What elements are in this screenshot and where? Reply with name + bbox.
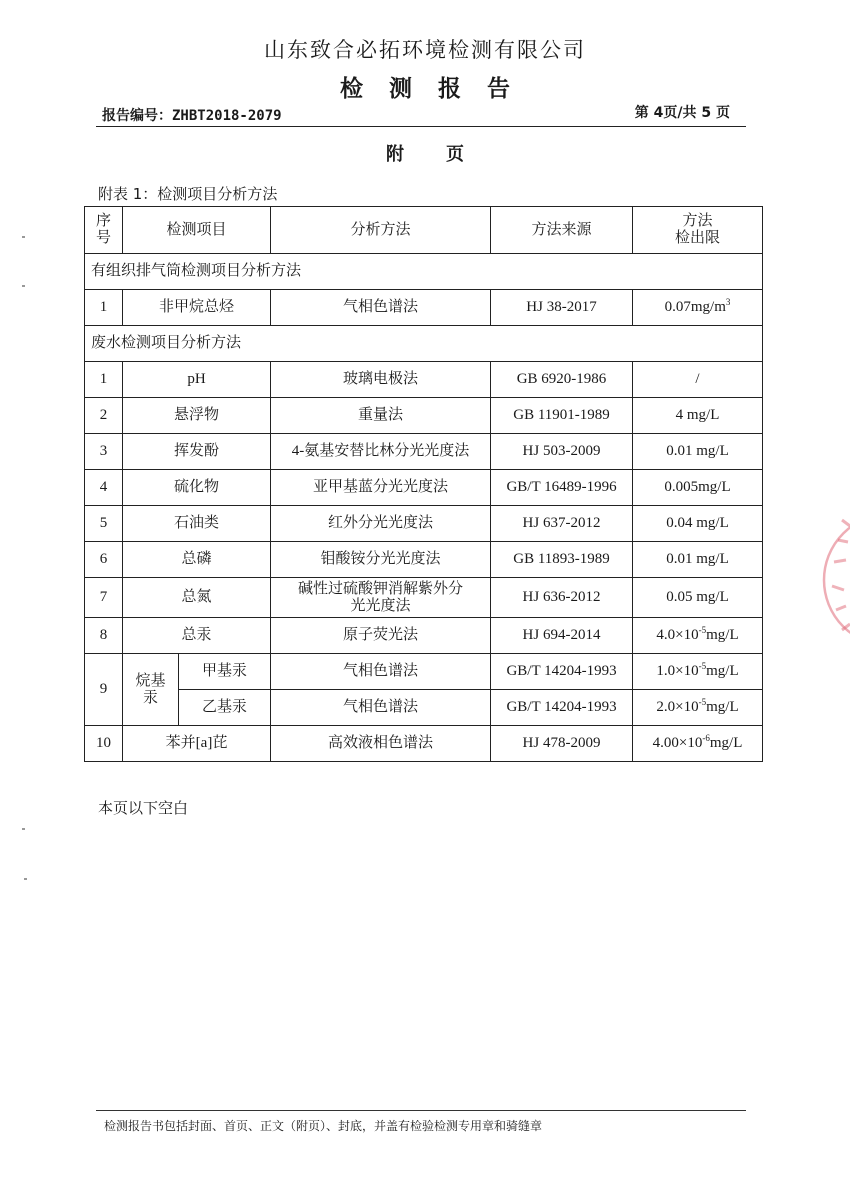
row-method: 原子荧光法 xyxy=(271,618,491,654)
scan-speck xyxy=(22,285,25,287)
analysis-methods-table xyxy=(84,206,763,762)
limit-base: 0.07mg/m xyxy=(664,299,726,315)
scan-speck xyxy=(22,828,25,830)
row-no: 8 xyxy=(85,618,123,654)
table-row xyxy=(85,470,763,506)
report-number: 报告编号：ZHBT2018-2079 xyxy=(102,108,282,124)
header-seq-line: 号 xyxy=(95,230,111,246)
row-method: 气相色谱法 xyxy=(271,290,491,326)
row-limit xyxy=(633,506,763,542)
report-title-char: 检 xyxy=(340,76,363,102)
row-item: pH xyxy=(123,362,271,398)
row-method xyxy=(271,578,491,618)
table-row xyxy=(85,362,763,398)
footer-note: 检测报告书包括封面、首页、正文（附页）、封底，并盖有检验检测专用章和骑缝章 xyxy=(104,1119,543,1133)
row-no: 3 xyxy=(85,434,123,470)
header-limit-line: 检出限 xyxy=(675,230,721,246)
table-row xyxy=(85,506,763,542)
header-source: 方法来源 xyxy=(491,207,633,254)
row-no: 5 xyxy=(85,506,123,542)
row-item: 总汞 xyxy=(123,618,271,654)
scan-speck xyxy=(22,236,25,238)
limit-base: 4 mg/L xyxy=(675,407,720,423)
limit-exponent: 3 xyxy=(725,297,731,307)
row-item: 总氮 xyxy=(123,578,271,618)
table-row xyxy=(85,654,763,690)
row-method: 高效液相色谱法 xyxy=(271,726,491,762)
row-method: 4-氨基安替比林分光光度法 xyxy=(271,434,491,470)
row-limit xyxy=(633,618,763,654)
footer-divider xyxy=(96,1110,746,1111)
row-method: 气相色谱法 xyxy=(271,690,491,726)
row-method-line: 碱性过硫酸钾消解紫外分 xyxy=(298,580,464,597)
table-row xyxy=(85,726,763,762)
limit-base: 4.00×10 xyxy=(652,735,703,751)
row-method: 亚甲基蓝分光光度法 xyxy=(271,470,491,506)
section-title-gas: 有组织排气筒检测项目分析方法 xyxy=(85,254,763,290)
row-method: 红外分光光度法 xyxy=(271,506,491,542)
row-source: GB 11901-1989 xyxy=(491,398,633,434)
row-method: 重量法 xyxy=(271,398,491,434)
scan-speck xyxy=(24,878,27,880)
limit-unit: mg/L xyxy=(706,699,739,715)
row-limit xyxy=(633,398,763,434)
limit-base: 1.0×10 xyxy=(656,663,699,679)
row-group-line: 汞 xyxy=(142,689,158,706)
row-limit xyxy=(633,290,763,326)
header-limit-line: 方法 xyxy=(682,213,713,229)
row-no: 6 xyxy=(85,542,123,578)
header-limit xyxy=(633,207,763,254)
header-item: 检测项目 xyxy=(123,207,271,254)
row-source: GB/T 14204-1993 xyxy=(491,690,633,726)
limit-base: 2.0×10 xyxy=(656,699,699,715)
row-group-line: 烷基 xyxy=(135,672,166,689)
row-no: 7 xyxy=(85,578,123,618)
table-row xyxy=(85,434,763,470)
appendix-title xyxy=(0,140,850,166)
table-row xyxy=(85,690,763,726)
appendix-title-char: 附 xyxy=(386,144,404,165)
table-row xyxy=(85,542,763,578)
report-title xyxy=(0,70,850,103)
row-source: HJ 637-2012 xyxy=(491,506,633,542)
limit-exponent: -6 xyxy=(702,733,710,743)
section-row-water xyxy=(85,326,763,362)
row-limit xyxy=(633,362,763,398)
row-no: 10 xyxy=(85,726,123,762)
row-source: GB/T 14204-1993 xyxy=(491,654,633,690)
row-source: HJ 694-2014 xyxy=(491,618,633,654)
row-no: 1 xyxy=(85,362,123,398)
row-source: HJ 503-2009 xyxy=(491,434,633,470)
row-source: GB 11893-1989 xyxy=(491,542,633,578)
company-name: 山东致合必拓环境检测有限公司 xyxy=(264,38,586,62)
limit-exponent: -5 xyxy=(698,697,707,707)
limit-base: 0.01 mg/L xyxy=(666,551,729,567)
row-source: HJ 636-2012 xyxy=(491,578,633,618)
row-method: 气相色谱法 xyxy=(271,654,491,690)
row-limit xyxy=(633,542,763,578)
row-item: 乙基汞 xyxy=(179,690,271,726)
report-title-char: 告 xyxy=(487,76,510,102)
header-method: 分析方法 xyxy=(271,207,491,254)
row-item: 石油类 xyxy=(123,506,271,542)
row-no: 4 xyxy=(85,470,123,506)
row-item: 苯并[a]芘 xyxy=(123,726,271,762)
row-item: 挥发酚 xyxy=(123,434,271,470)
row-source: HJ 478-2009 xyxy=(491,726,633,762)
row-limit xyxy=(633,578,763,618)
table-row xyxy=(85,618,763,654)
header-seq-line: 序 xyxy=(95,213,111,229)
row-method: 钼酸铵分光光度法 xyxy=(271,542,491,578)
blank-page-note: 本页以下空白 xyxy=(98,799,189,817)
table-row xyxy=(85,398,763,434)
row-limit xyxy=(633,434,763,470)
limit-exponent: -5 xyxy=(698,661,707,671)
row-item: 甲基汞 xyxy=(179,654,271,690)
header-divider xyxy=(96,126,746,127)
table-header-row xyxy=(85,207,763,254)
limit-base: 0.01 mg/L xyxy=(666,443,729,459)
row-group xyxy=(123,654,179,726)
row-limit xyxy=(633,654,763,690)
section-title-water: 废水检测项目分析方法 xyxy=(85,326,763,362)
row-no: 1 xyxy=(85,290,123,326)
limit-base: 0.05 mg/L xyxy=(666,589,729,605)
page-indicator: 第 4页/共 5 页 xyxy=(634,105,730,121)
row-method: 玻璃电极法 xyxy=(271,362,491,398)
limit-unit: mg/L xyxy=(706,627,739,643)
row-source: GB 6920-1986 xyxy=(491,362,633,398)
limit-base: 4.0×10 xyxy=(656,627,699,643)
appendix-title-char: 页 xyxy=(446,144,464,165)
table-caption: 附表 1：检测项目分析方法 xyxy=(98,185,278,203)
report-title-char: 报 xyxy=(438,76,461,102)
row-method-line: 光光度法 xyxy=(350,597,411,614)
row-limit xyxy=(633,690,763,726)
limit-base: 0.04 mg/L xyxy=(666,515,729,531)
row-source: HJ 38-2017 xyxy=(491,290,633,326)
row-source: GB/T 16489-1996 xyxy=(491,470,633,506)
report-title-char: 测 xyxy=(389,76,412,102)
limit-base: / xyxy=(695,371,700,387)
row-item: 非甲烷总烃 xyxy=(123,290,271,326)
limit-exponent: -5 xyxy=(698,625,707,635)
row-item: 硫化物 xyxy=(123,470,271,506)
seal-stamp-icon xyxy=(812,500,850,660)
table-row xyxy=(85,290,763,326)
table-row xyxy=(85,578,763,618)
row-item: 总磷 xyxy=(123,542,271,578)
row-limit xyxy=(633,726,763,762)
row-item: 悬浮物 xyxy=(123,398,271,434)
limit-unit: mg/L xyxy=(709,735,743,751)
row-limit xyxy=(633,470,763,506)
row-no: 9 xyxy=(85,654,123,726)
limit-unit: mg/L xyxy=(706,663,739,679)
limit-base: 0.005mg/L xyxy=(664,479,731,495)
section-row-gas xyxy=(85,254,763,290)
row-no: 2 xyxy=(85,398,123,434)
header-seq xyxy=(85,207,123,254)
